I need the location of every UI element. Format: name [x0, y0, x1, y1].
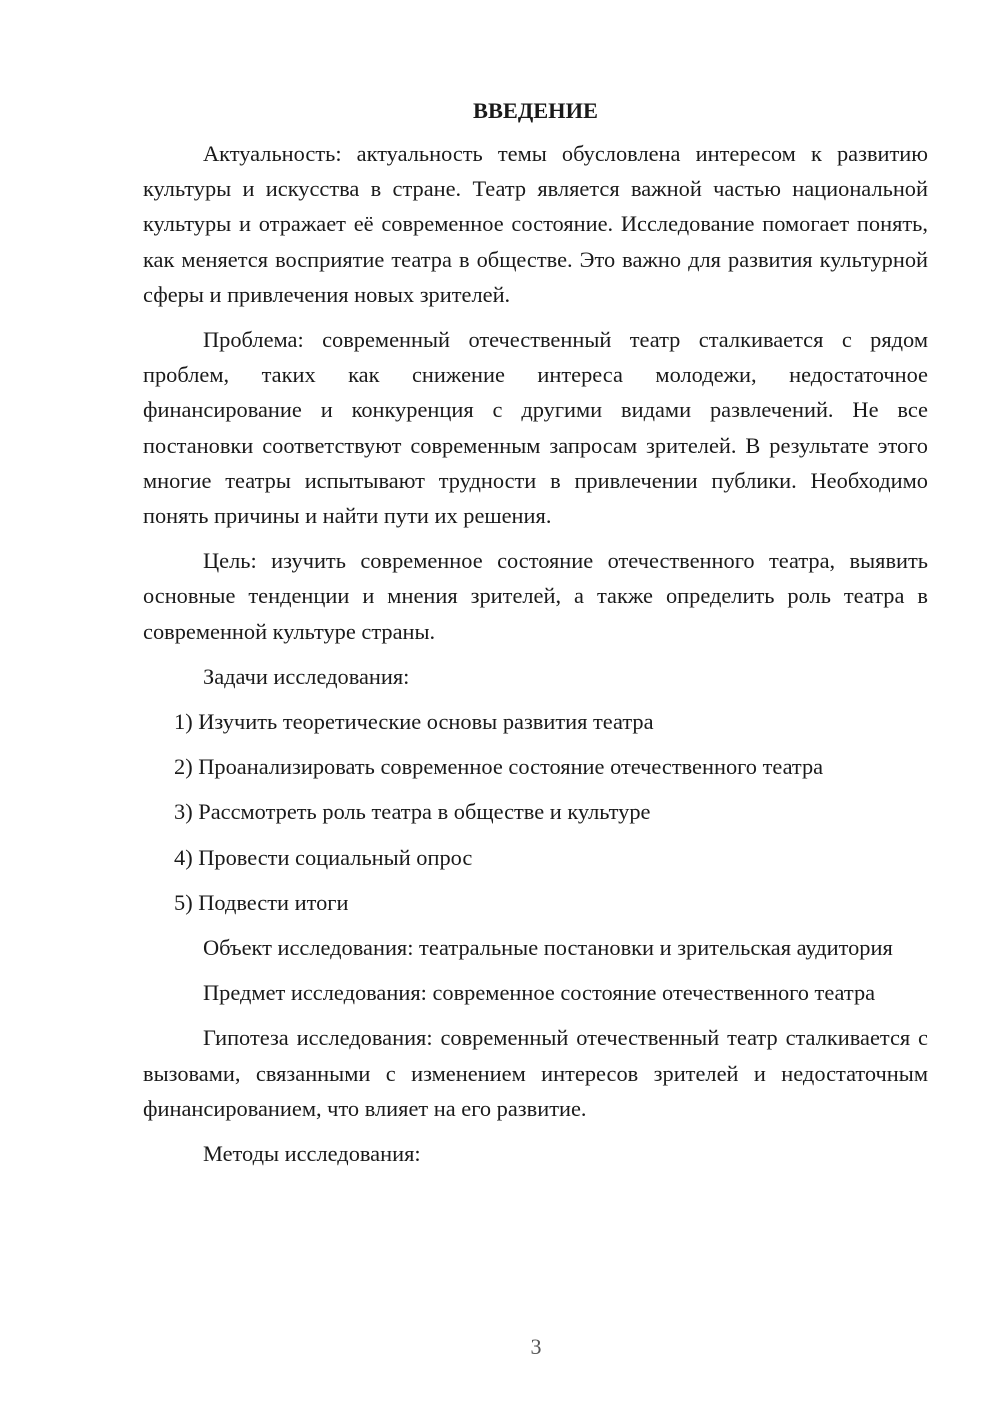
list-item: 5) Подвести итоги — [174, 889, 349, 915]
tasks-list — [143, 704, 928, 920]
goal-paragraph: Цель: изучить современное состояние отечественного театра, выявить основные тенденции и мнения зрителей, а также определить роль театра в современной культуре страны. — [143, 548, 928, 644]
tasks-label: Задачи исследования: — [203, 663, 410, 689]
problem-paragraph: Проблема: современный отечественный театр сталкивается с рядом проблем, таких как снижение интереса молодежи, недостаточное финансирование и конкуренция с другими видами развлечений. Не все постановки соответствуют современным запросам зрителей. В результате этого многие театры испытывают трудности в привлечении публики. Необходимо понять причины и найти пути их решения. — [143, 327, 928, 529]
page-number: 3 — [530, 1334, 542, 1359]
methods-label: Методы исследования: — [203, 1141, 421, 1167]
list-item: 1) Изучить теоретические основы развития театра — [174, 709, 654, 735]
relevance-paragraph: Актуальность: актуальность темы обусловлена интересом к развитию культуры и искусства в стране. Театр является важной частью национальной культуры и отражает её современное состояние. Исследование помогает понять, как меняется восприятие театра в обществе. Это важно для развития культурной сферы и привлечения новых зрителей. — [143, 141, 928, 307]
page-title: ВВЕДЕНИЕ — [473, 98, 598, 123]
list-item: 2) Проанализировать современное состояние отечественного театра — [174, 754, 824, 780]
document-body — [143, 96, 928, 1181]
list-item: 4) Провести социальный опрос — [174, 844, 473, 870]
subject-paragraph: Предмет исследования: современное состояние отечественного театра — [203, 980, 876, 1006]
hypothesis-paragraph: Гипотеза исследования: современный отечественный театр сталкивается с вызовами, связанными с изменением интересов зрителей и недостаточным финансированием, что влияет на его развитие. — [143, 1025, 928, 1121]
object-paragraph: Объект исследования: театральные постановки и зрительская аудитория — [203, 935, 893, 961]
list-item: 3) Рассмотреть роль театра в обществе и культуре — [174, 799, 651, 825]
